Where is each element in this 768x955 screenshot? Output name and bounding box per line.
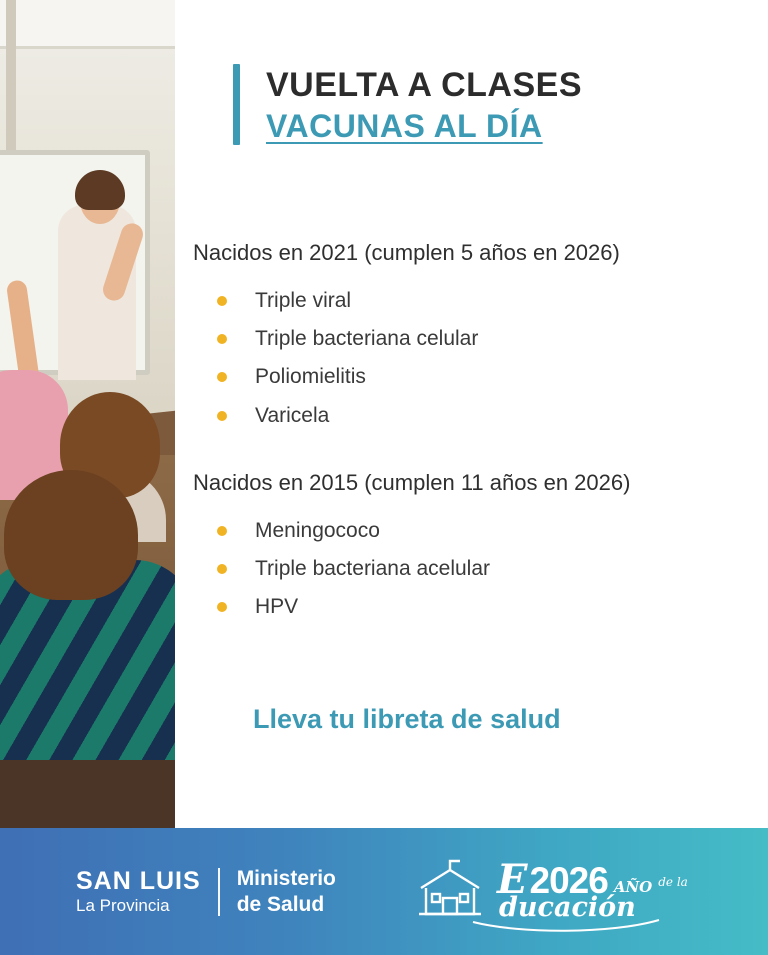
vaccine-list [193,282,753,435]
education-logo-text [497,856,688,923]
closing-message: Lleva tu libreta de salud [253,704,561,734]
ministry-name [237,866,336,919]
list-item: Triple bacteriana celular [199,320,753,358]
brand-subtitle: La Provincia [76,896,170,916]
list-item: Poliomielitis [199,358,753,396]
education-initial: E [497,856,528,903]
education-label-anio: AÑO [613,877,653,896]
brand-divider [218,868,220,916]
education-year-logo [413,858,688,925]
page-title: VUELTA A CLASES [266,66,583,104]
group-heading: Nacidos en 2015 (cumplen 11 años en 2026) [193,470,631,495]
photo-student-head-foreground [4,470,138,600]
ministry-line-2: de Salud [236,893,325,917]
page-subtitle: VACUNAS AL DÍA [266,108,543,145]
list-item: Varicela [199,397,753,435]
education-word: ducación [499,892,636,923]
photo-wall-band [0,0,175,49]
poster-content [175,0,768,828]
classroom-photo [0,0,175,828]
education-swoosh-icon [471,918,661,932]
vaccine-group-2021 [193,240,753,435]
title-accent-bar [233,64,240,145]
vaccine-list [193,512,753,627]
title-block [233,64,582,145]
brand-province [76,868,201,917]
ministry-line-1: Ministerio [236,867,336,890]
photo-chair [0,760,175,828]
vaccine-group-2015 [193,470,753,627]
school-building-icon [413,858,487,925]
brand-name: SAN LUIS [76,866,201,895]
education-label-dela: de la [658,874,688,889]
footer-bar [0,828,768,955]
education-year: 2026 [529,859,608,901]
list-item: Triple viral [199,282,753,320]
group-heading: Nacidos en 2021 (cumplen 5 años en 2026) [193,240,620,265]
photo-pole [6,0,16,160]
list-item: HPV [199,588,753,626]
title-texts [266,64,582,145]
government-brand [76,866,336,919]
list-item: Meningococo [199,512,753,550]
list-item: Triple bacteriana acelular [199,550,753,588]
